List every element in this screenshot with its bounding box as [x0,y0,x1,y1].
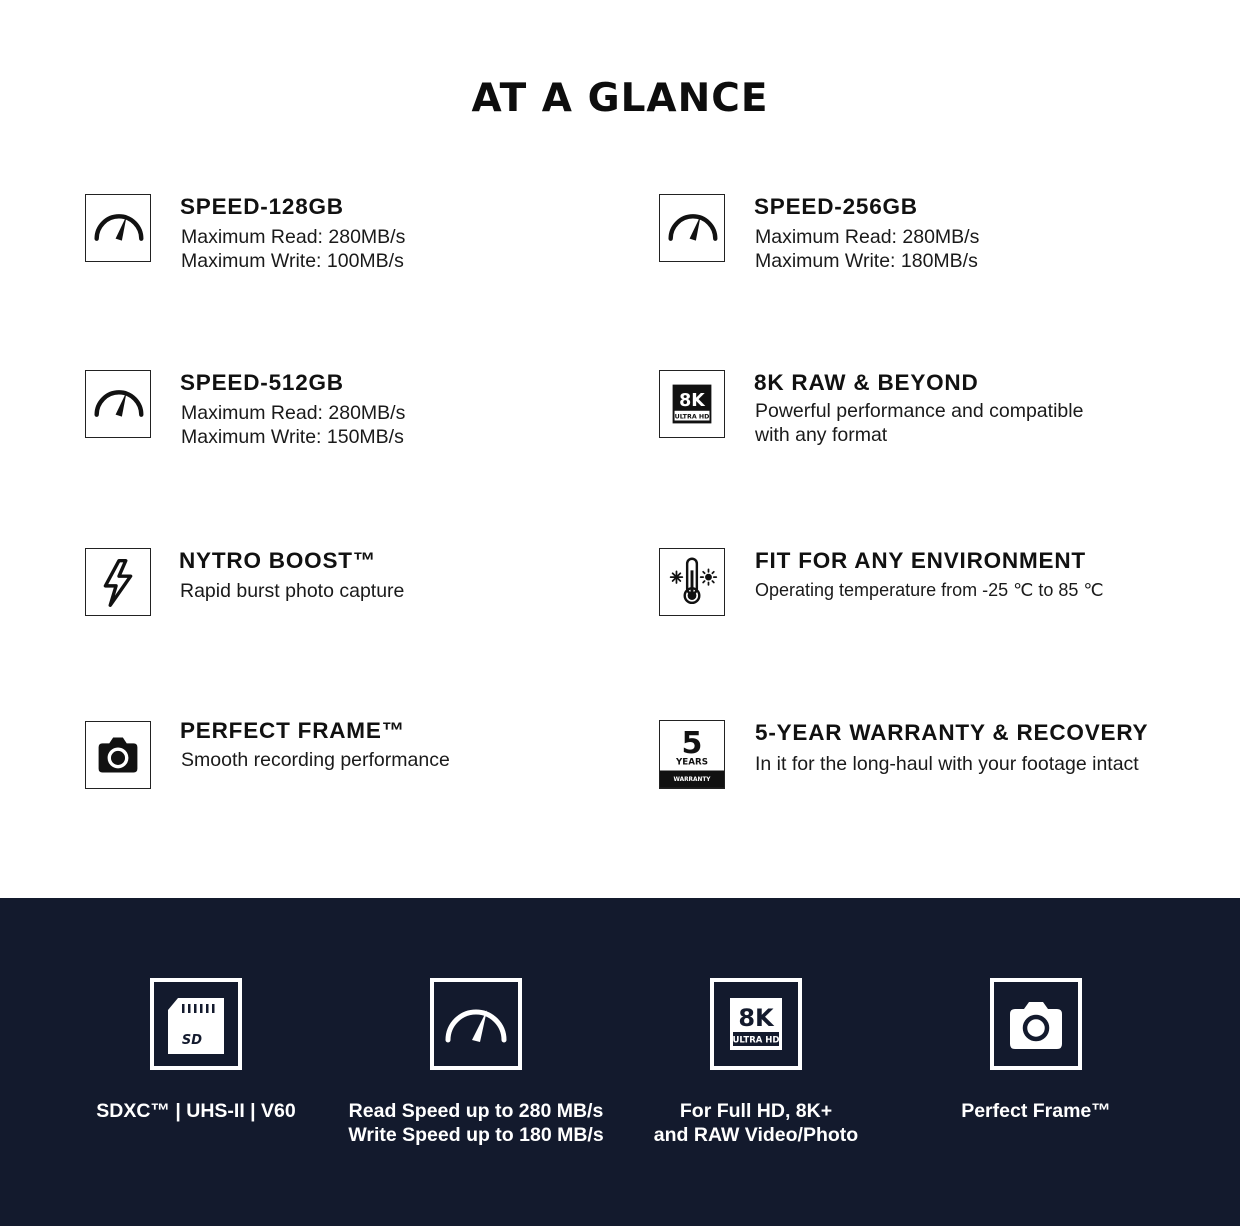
8k-ultra-hd-icon [659,370,725,438]
sd-icon-label: SD [181,1033,203,1048]
feature-fit-environment [659,548,1219,648]
feature-line: Maximum Read: 280MB/s [755,226,980,248]
feature-warranty [659,720,1219,820]
8k-ultra-hd-icon [710,978,802,1070]
feature-nytro-boost [85,548,645,648]
feature-line: Maximum Write: 100MB/s [181,250,404,272]
speedometer-icon [430,978,522,1070]
highlight-text [896,1099,1176,1123]
feature-line: Rapid burst photo capture [180,580,405,602]
feature-title: NYTRO BOOST™ [179,548,377,573]
feature-speed-512gb [85,370,645,470]
highlight-line: Perfect Frame™ [961,1100,1111,1122]
feature-title: 5-YEAR WARRANTY & RECOVERY [755,720,1149,745]
8k-icon-label: 8K [738,1004,774,1032]
warranty-icon-number: 5 [681,726,703,762]
highlight-line: SDXC™ | UHS-II | V60 [96,1100,296,1122]
feature-speed-128gb [85,194,645,294]
highlight-text [336,1099,616,1147]
warranty-icon-years: YEARS [675,757,709,768]
highlight-text [56,1099,336,1123]
feature-line: Maximum Read: 280MB/s [181,226,406,248]
highlight-speed [336,978,616,1147]
feature-speed-256gb [659,194,1219,294]
highlight-line: and RAW Video/Photo [653,1124,859,1146]
feature-line: Powerful performance and compatible [755,400,1084,422]
feature-title: 8K RAW & BEYOND [754,370,979,395]
warranty-icon-label: WARRANTY [673,777,711,784]
highlights-band [0,898,1240,1226]
camera-icon [990,978,1082,1070]
speedometer-icon [659,194,725,262]
feature-line: Maximum Read: 280MB/s [181,402,406,424]
feature-title: PERFECT FRAME™ [180,718,405,743]
highlight-text [616,1099,896,1147]
highlight-perfect-frame [896,978,1176,1123]
8k-icon-label: 8K [679,390,705,411]
highlight-8k [616,978,896,1147]
highlight-line: Write Speed up to 180 MB/s [348,1124,604,1146]
feature-line: In it for the long-haul with your footage intact [755,753,1139,775]
feature-line: Operating temperature from -25 ℃ to 85 ℃ [755,580,1104,600]
feature-line: with any format [755,424,888,446]
speedometer-icon [85,370,151,438]
feature-line: Maximum Write: 180MB/s [755,250,978,272]
feature-title: SPEED-128GB [180,194,344,219]
camera-icon [85,721,151,789]
feature-8k-raw [659,370,1219,470]
highlight-line: Read Speed up to 280 MB/s [348,1100,604,1122]
speedometer-icon [85,194,151,262]
feature-title: FIT FOR ANY ENVIRONMENT [755,548,1086,573]
feature-line: Maximum Write: 150MB/s [181,426,404,448]
feature-title: SPEED-256GB [754,194,918,219]
ultra-hd-icon-label: ULTRA HD [674,413,710,421]
lightning-bolt-icon [85,548,151,616]
feature-title: SPEED-512GB [180,370,344,395]
feature-perfect-frame [85,718,645,818]
highlight-line: For Full HD, 8K+ [679,1100,833,1122]
thermometer-icon [659,548,725,616]
feature-line: Smooth recording performance [181,749,450,771]
highlight-sd-card [56,978,336,1123]
ultra-hd-icon-label: ULTRA HD [732,1035,780,1046]
warranty-badge-icon [659,720,725,789]
page-title: AT A GLANCE [471,76,769,121]
sd-card-icon [150,978,242,1070]
